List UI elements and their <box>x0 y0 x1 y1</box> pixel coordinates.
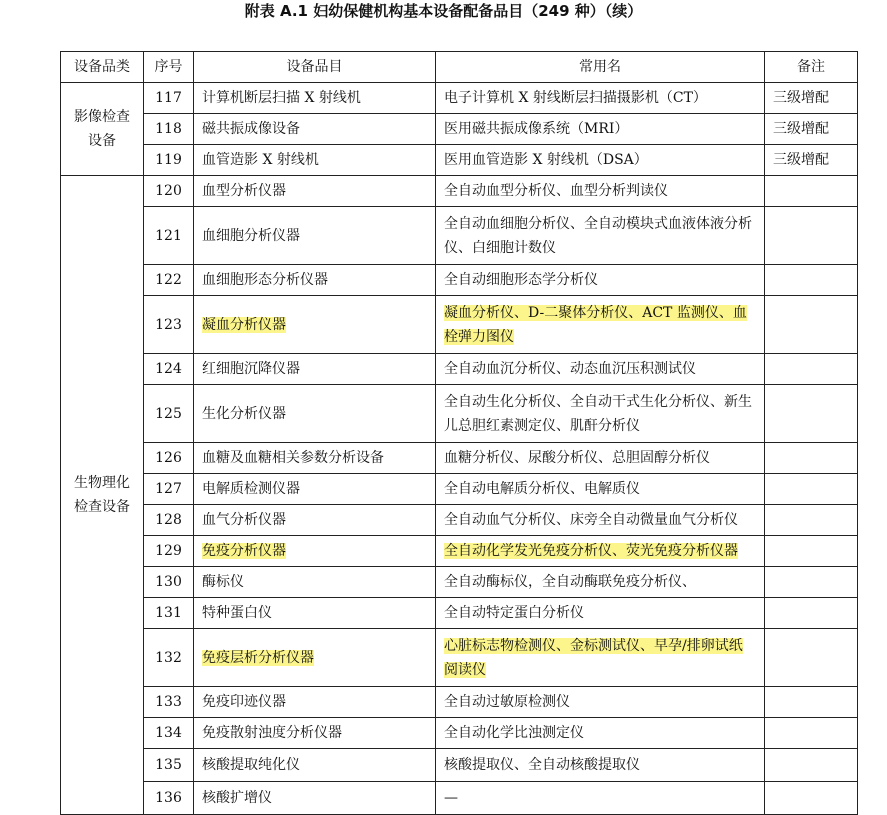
highlighted-common-name: 全自动化学发光免疫分析仪、荧光免疫分析仪器 <box>444 543 738 559</box>
row-common-name: — <box>436 782 765 815</box>
table-row <box>61 114 858 145</box>
row-note: 三级增配 <box>765 145 858 176</box>
highlighted-common-name: 凝血分析仪、D-二聚体分析仪、ACT 监测仪、血栓弹力图仪 <box>444 304 747 345</box>
table-row <box>61 718 858 749</box>
row-note <box>765 296 858 354</box>
row-common-name: 全自动酶标仪，全自动酶联免疫分析仪、 <box>436 567 765 598</box>
table-row <box>61 629 858 687</box>
table-row <box>61 296 858 354</box>
header-note: 备注 <box>765 52 858 83</box>
table-row <box>61 265 858 296</box>
table-row <box>61 782 858 815</box>
header-category: 设备品类 <box>61 52 144 83</box>
row-common-name: 全自动细胞形态学分析仪 <box>436 265 765 296</box>
table-row <box>61 567 858 598</box>
row-note <box>765 598 858 629</box>
row-item: 电解质检测仪器 <box>194 474 436 505</box>
table-row <box>61 536 858 567</box>
category-cell <box>61 176 144 815</box>
row-common-name: 全自动生化分析仪、全自动干式生化分析仪、新生儿总胆红素测定仪、肌酐分析仪 <box>436 385 765 443</box>
highlighted-item: 免疫分析仪器 <box>202 543 286 559</box>
row-number: 126 <box>144 443 194 474</box>
row-note <box>765 749 858 782</box>
row-number: 122 <box>144 265 194 296</box>
row-item: 生化分析仪器 <box>194 385 436 443</box>
row-note: 三级增配 <box>765 114 858 145</box>
row-number: 131 <box>144 598 194 629</box>
row-item <box>194 629 436 687</box>
row-item <box>194 296 436 354</box>
row-note <box>765 443 858 474</box>
row-item: 红细胞沉降仪器 <box>194 354 436 385</box>
row-number: 135 <box>144 749 194 782</box>
table-row <box>61 505 858 536</box>
table-row <box>61 474 858 505</box>
row-item: 特种蛋白仪 <box>194 598 436 629</box>
row-note <box>765 536 858 567</box>
row-item: 免疫散射浊度分析仪器 <box>194 718 436 749</box>
row-common-name: 血糖分析仪、尿酸分析仪、总胆固醇分析仪 <box>436 443 765 474</box>
row-number: 125 <box>144 385 194 443</box>
row-item: 酶标仪 <box>194 567 436 598</box>
highlighted-item: 免疫层析分析仪器 <box>202 649 314 666</box>
row-number: 117 <box>144 83 194 114</box>
row-note <box>765 385 858 443</box>
row-common-name: 医用磁共振成像系统（MRI） <box>436 114 765 145</box>
row-number: 120 <box>144 176 194 207</box>
row-note <box>765 782 858 815</box>
row-common-name <box>436 296 765 354</box>
row-common-name: 电子计算机 X 射线断层扫描摄影机（CT） <box>436 83 765 114</box>
row-common-name: 全自动过敏原检测仪 <box>436 687 765 718</box>
row-common-name: 全自动电解质分析仪、电解质仪 <box>436 474 765 505</box>
row-number: 129 <box>144 536 194 567</box>
row-number: 130 <box>144 567 194 598</box>
row-number: 123 <box>144 296 194 354</box>
row-note <box>765 474 858 505</box>
row-common-name: 全自动血沉分析仪、动态血沉压积测试仪 <box>436 354 765 385</box>
row-common-name: 医用血管造影 X 射线机（DSA） <box>436 145 765 176</box>
category-cell <box>61 83 144 176</box>
table-row <box>61 83 858 114</box>
row-number: 127 <box>144 474 194 505</box>
row-number: 134 <box>144 718 194 749</box>
row-note <box>765 718 858 749</box>
highlighted-item: 凝血分析仪器 <box>202 316 286 333</box>
row-common-name <box>436 536 765 567</box>
header-common-name: 常用名 <box>436 52 765 83</box>
row-item: 血细胞形态分析仪器 <box>194 265 436 296</box>
row-note <box>765 567 858 598</box>
table-row <box>61 598 858 629</box>
row-item: 免疫印迹仪器 <box>194 687 436 718</box>
row-number: 136 <box>144 782 194 815</box>
row-item: 血气分析仪器 <box>194 505 436 536</box>
header-item: 设备品目 <box>194 52 436 83</box>
row-common-name: 全自动血气分析仪、床旁全自动微量血气分析仪 <box>436 505 765 536</box>
row-item: 血细胞分析仪器 <box>194 207 436 265</box>
row-number: 128 <box>144 505 194 536</box>
table-row <box>61 385 858 443</box>
row-note <box>765 265 858 296</box>
highlighted-common-name: 心脏标志物检测仪、金标测试仪、早孕/排卵试纸阅读仪 <box>444 637 743 678</box>
row-item: 血糖及血糖相关参数分析设备 <box>194 443 436 474</box>
header-row <box>61 52 858 83</box>
row-note <box>765 629 858 687</box>
row-number: 118 <box>144 114 194 145</box>
row-note <box>765 207 858 265</box>
category-label: 影像检查设备 <box>74 109 130 149</box>
table-row <box>61 145 858 176</box>
table-row <box>61 354 858 385</box>
table-row <box>61 687 858 718</box>
row-common-name: 全自动特定蛋白分析仪 <box>436 598 765 629</box>
row-item <box>194 536 436 567</box>
row-common-name: 核酸提取仪、全自动核酸提取仪 <box>436 749 765 782</box>
row-common-name: 全自动化学比浊测定仪 <box>436 718 765 749</box>
row-number: 132 <box>144 629 194 687</box>
row-common-name <box>436 629 765 687</box>
header-number: 序号 <box>144 52 194 83</box>
row-note <box>765 176 858 207</box>
category-label: 生物理化检查设备 <box>74 475 130 515</box>
table-row <box>61 176 858 207</box>
row-item: 磁共振成像设备 <box>194 114 436 145</box>
row-note: 三级增配 <box>765 83 858 114</box>
table-row <box>61 443 858 474</box>
page-title: 附表 A.1 妇幼保健机构基本设备配备品目（249 种）（续） <box>244 2 643 20</box>
row-note <box>765 505 858 536</box>
row-item: 核酸提取纯化仪 <box>194 749 436 782</box>
row-item: 核酸扩增仪 <box>194 782 436 815</box>
table-row <box>61 749 858 782</box>
row-number: 121 <box>144 207 194 265</box>
equipment-table <box>60 51 858 815</box>
row-note <box>765 354 858 385</box>
row-common-name: 全自动血细胞分析仪、全自动模块式血液体液分析仪、白细胞计数仪 <box>436 207 765 265</box>
row-note <box>765 687 858 718</box>
row-number: 124 <box>144 354 194 385</box>
row-item: 计算机断层扫描 X 射线机 <box>194 83 436 114</box>
row-item: 血管造影 X 射线机 <box>194 145 436 176</box>
row-item: 血型分析仪器 <box>194 176 436 207</box>
row-number: 119 <box>144 145 194 176</box>
row-common-name: 全自动血型分析仪、血型分析判读仪 <box>436 176 765 207</box>
table-row <box>61 207 858 265</box>
row-number: 133 <box>144 687 194 718</box>
